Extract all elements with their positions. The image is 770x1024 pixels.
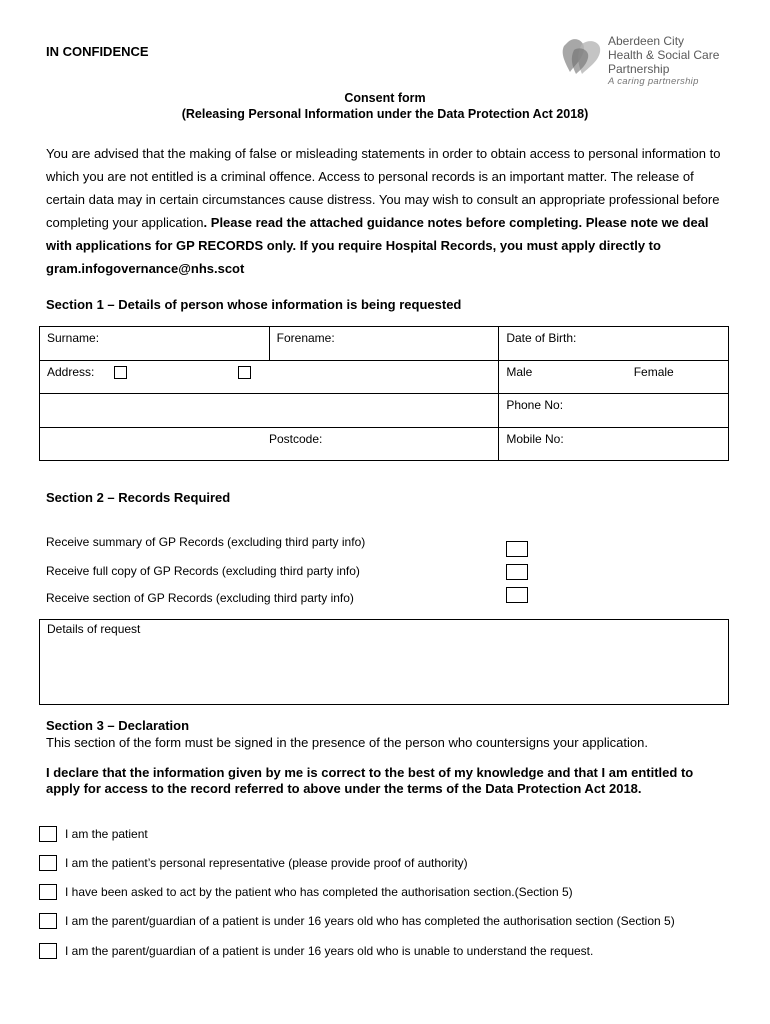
record-checkbox-summary[interactable] bbox=[506, 541, 528, 557]
intro-normal: You are advised that the making of false or misleading statements in order to obtain access to personal information to which you are not entitled is a criminal offence. Access to personal records is an important matter. The release of certain data may in certain circumstances cause distress. You may wish to consult an appropriate professional before completing your application bbox=[46, 146, 721, 230]
mobile-field[interactable]: Mobile No: bbox=[499, 428, 729, 461]
declaration-option-representative[interactable]: I am the patient’s personal representative (please provide proof of authority) bbox=[39, 855, 468, 871]
forename-field[interactable]: Forename: bbox=[269, 327, 499, 361]
record-checkbox-section[interactable] bbox=[506, 587, 528, 603]
declaration-checkbox[interactable] bbox=[39, 913, 57, 929]
postcode-field[interactable]: Postcode: bbox=[40, 428, 499, 461]
declaration-option-parent-authorised[interactable]: I am the parent/guardian of a patient is under 16 years old who has completed the authorisation section (Section 5) bbox=[39, 913, 675, 929]
details-label: Details of request bbox=[47, 622, 141, 636]
male-label: Male bbox=[506, 365, 533, 379]
logo-line-2: Health & Social Care bbox=[608, 48, 720, 62]
record-option-full: Receive full copy of GP Records (excluding third party info) bbox=[46, 564, 360, 578]
declaration-option-asked[interactable]: I have been asked to act by the patient who has completed the authorisation section.(Section 5) bbox=[39, 884, 573, 900]
intro-bold: . Please read the attached guidance notes before completing. Please note we deal with applications for GP RECORDS only. If you require Hospital Records, you must apply directly to gram.infogovernance@nhs.scot bbox=[46, 215, 709, 276]
phone-field[interactable]: Phone No: bbox=[499, 394, 729, 428]
form-title: Consent form bbox=[344, 91, 426, 105]
logo-line-1: Aberdeen City bbox=[608, 34, 685, 48]
section3-subtext: This section of the form must be signed in the presence of the person who countersigns your application. bbox=[46, 735, 648, 750]
record-checkbox-full[interactable] bbox=[506, 564, 528, 580]
confidential-label: IN CONFIDENCE bbox=[46, 44, 149, 59]
address-checkbox-1[interactable] bbox=[114, 366, 127, 379]
personal-details-table bbox=[39, 326, 729, 461]
address-line-2[interactable] bbox=[40, 394, 499, 428]
declaration-checkbox[interactable] bbox=[39, 943, 57, 959]
heart-logo-icon bbox=[560, 36, 608, 80]
logo-line-3: Partnership bbox=[608, 62, 670, 76]
details-of-request-box[interactable] bbox=[39, 619, 729, 705]
gender-field[interactable] bbox=[499, 361, 729, 394]
section1-heading: Section 1 – Details of person whose information is being requested bbox=[46, 297, 462, 312]
declaration-checkbox[interactable] bbox=[39, 855, 57, 871]
form-subtitle: (Releasing Personal Information under the Data Protection Act 2018) bbox=[181, 107, 589, 121]
declaration-text: I declare that the information given by me is correct to the best of my knowledge and that I am entitled to apply for access to the record referred to above under the terms of the Data Protection Act 2018. bbox=[46, 765, 694, 796]
declaration-option-patient[interactable]: I am the patient bbox=[39, 826, 148, 842]
address-field[interactable]: Address: bbox=[40, 361, 499, 394]
section3-heading: Section 3 – Declaration bbox=[46, 718, 190, 733]
section2-heading: Section 2 – Records Required bbox=[46, 490, 231, 505]
dob-field[interactable]: Date of Birth: bbox=[499, 327, 729, 361]
declaration-checkbox[interactable] bbox=[39, 884, 57, 900]
address-checkbox-2[interactable] bbox=[238, 366, 251, 379]
logo-tagline: A caring partnership bbox=[608, 76, 699, 87]
record-option-summary: Receive summary of GP Records (excluding third party info) bbox=[46, 535, 366, 549]
declaration-checkbox[interactable] bbox=[39, 826, 57, 842]
partnership-logo bbox=[560, 30, 740, 92]
female-label: Female bbox=[633, 365, 674, 379]
intro-paragraph bbox=[46, 142, 726, 280]
surname-field[interactable]: Surname: bbox=[40, 327, 270, 361]
record-option-section: Receive section of GP Records (excluding third party info) bbox=[46, 591, 354, 605]
declaration-option-parent-unable[interactable]: I am the parent/guardian of a patient is under 16 years old who is unable to understand the request. bbox=[39, 943, 593, 959]
